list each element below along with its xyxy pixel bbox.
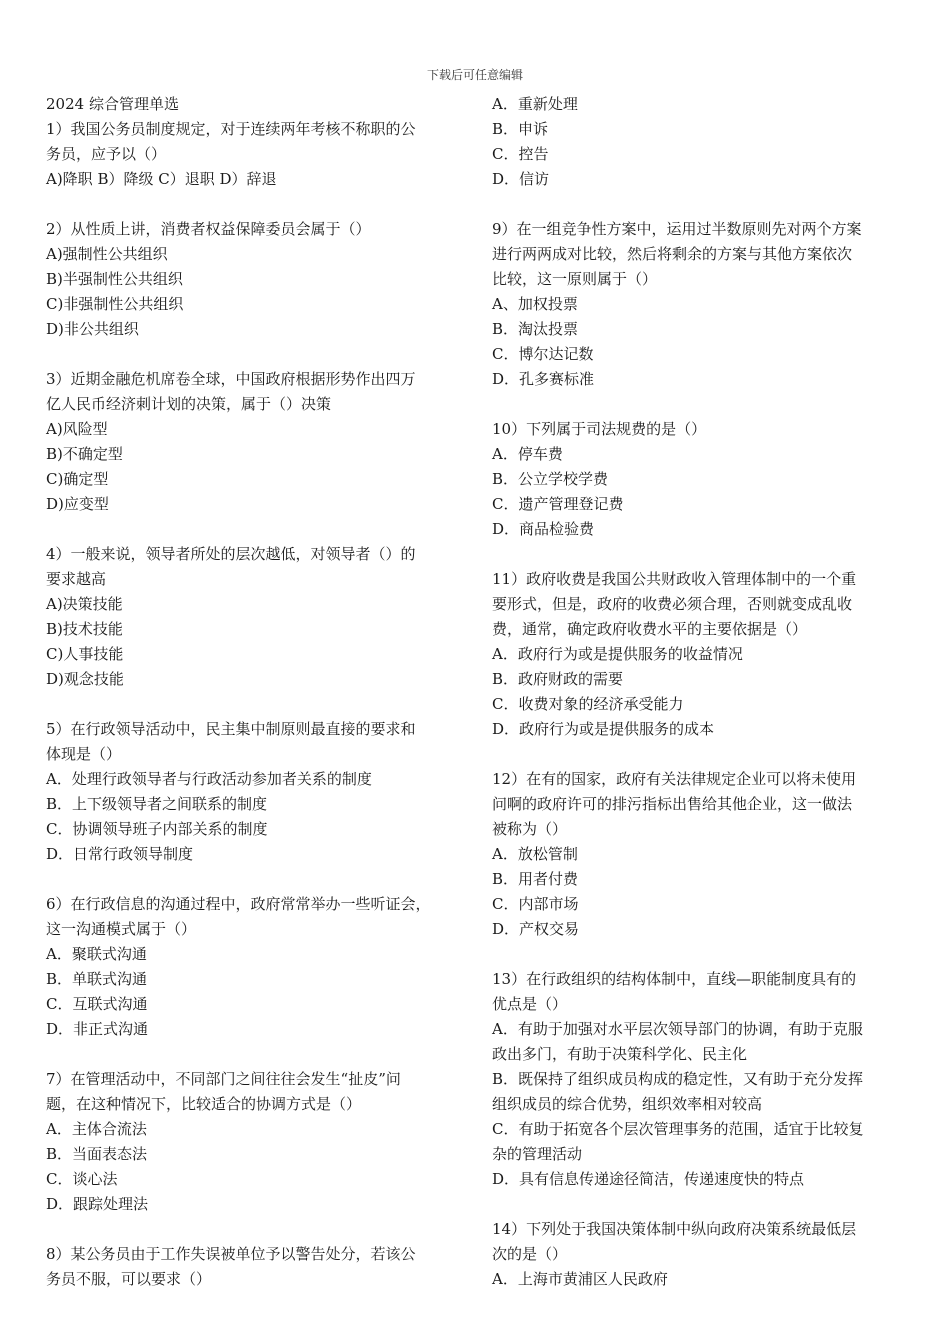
text-line: D．具有信息传递途径简洁，传递速度快的特点: [492, 1170, 805, 1188]
blank-line: [46, 342, 466, 367]
text-line: 7）在管理活动中，不同部门之间往往会发生“扯皮”问: [46, 1070, 401, 1088]
text-line: A．政府行为或是提供服务的收益情况: [492, 645, 743, 663]
page-header: 下载后可任意编辑: [426, 68, 523, 82]
text-line: 务员，应予以（）: [46, 145, 167, 163]
text-line: 8）某公务员由于工作失误被单位予以警告处分，若该公: [46, 1245, 416, 1263]
text-line: C．有助于拓宽各个层次管理事务的范围，适宜于比较复: [492, 1120, 864, 1138]
blank-line: [46, 517, 466, 542]
text-line: 被称为（）: [492, 820, 568, 838]
text-line: 组织成员的综合优势，组织效率相对较高: [492, 1095, 763, 1113]
text-line: 费，通常，确定政府收费水平的主要依据是（）: [492, 620, 808, 638]
text-line: C．谈心法: [46, 1170, 118, 1188]
text-line: D)观念技能: [46, 670, 124, 688]
text-line: B．既保持了组织成员构成的稳定性，又有助于充分发挥: [492, 1070, 864, 1088]
text-line: D．产权交易: [492, 920, 580, 938]
blank-line: [46, 1042, 466, 1067]
text-line: 体现是（）: [46, 745, 122, 763]
text-line: C)非强制性公共组织: [46, 295, 184, 313]
text-line: A、加权投票: [492, 295, 578, 313]
text-line: 比较，这一原则属于（）: [492, 270, 658, 288]
text-line: D．商品检验费: [492, 520, 595, 538]
text-line: A．放松管制: [492, 845, 578, 863]
text-line: A)强制性公共组织: [46, 245, 168, 263]
text-line: 优点是（）: [492, 995, 568, 1013]
text-line: A．聚联式沟通: [46, 945, 147, 963]
text-line: A．有助于加强对水平层次领导部门的协调，有助于克服: [492, 1020, 863, 1038]
text-line: C．遗产管理登记费: [492, 495, 624, 513]
text-line: A．主体合流法: [46, 1120, 147, 1138]
left-column: [46, 92, 466, 1292]
blank-line: [492, 742, 910, 767]
text-line: 9）在一组竞争性方案中，运用过半数原则先对两个方案: [492, 220, 862, 238]
text-line: B．淘汰投票: [492, 320, 579, 338]
text-line: D)应变型: [46, 495, 109, 513]
text-line: A．处理行政领导者与行政活动参加者关系的制度: [46, 770, 372, 788]
text-line: 杂的管理活动: [492, 1145, 583, 1163]
text-line: B)技术技能: [46, 620, 123, 638]
text-line: 这一沟通模式属于（）: [46, 920, 197, 938]
text-line: C．收费对象的经济承受能力: [492, 695, 684, 713]
right-column: [492, 92, 910, 1292]
text-line: 10）下列属于司法规费的是（）: [492, 420, 707, 438]
text-line: 问啊的政府许可的排污指标出售给其他企业，这一做法: [492, 795, 853, 813]
text-line: 11）政府收费是我国公共财政收入管理体制中的一个重: [492, 570, 857, 588]
text-line: C．内部市场: [492, 895, 579, 913]
text-line: 13）在行政组织的结构体制中，直线—职能制度具有的: [492, 970, 857, 988]
text-line: D．日常行政领导制度: [46, 845, 194, 863]
blank-line: [46, 692, 466, 717]
text-line: 要求越高: [46, 570, 107, 588]
blank-line: [46, 1217, 466, 1242]
text-line: B．申诉: [492, 120, 549, 138]
blank-line: [46, 192, 466, 217]
text-line: B．政府财政的需要: [492, 670, 624, 688]
text-line: B．上下级领导者之间联系的制度: [46, 795, 268, 813]
text-line: A．停车费: [492, 445, 563, 463]
text-line: 6）在行政信息的沟通过程中，政府常常举办一些听证会，: [46, 895, 431, 913]
text-line: C．控告: [492, 145, 549, 163]
text-line: D．跟踪处理法: [46, 1195, 149, 1213]
text-line: 务员不服，可以要求（）: [46, 1270, 212, 1288]
blank-line: [492, 1192, 910, 1217]
text-line: 2024 综合管理单选: [46, 95, 179, 113]
text-line: 1）我国公务员制度规定，对于连续两年考核不称职的公: [46, 120, 416, 138]
text-line: 要形式，但是，政府的收费必须合理，否则就变成乱收: [492, 595, 853, 613]
text-line: 亿人民币经济刺计划的决策，属于（）决策: [46, 395, 332, 413]
blank-line: [46, 867, 466, 892]
text-line: D．政府行为或是提供服务的成本: [492, 720, 715, 738]
text-line: 14）下列处于我国决策体制中纵向政府决策系统最低层: [492, 1220, 857, 1238]
text-line: 政出多门，有助于决策科学化、民主化: [492, 1045, 748, 1063]
text-line: 进行两两成对比较，然后将剩余的方案与其他方案依次: [492, 245, 853, 263]
text-line: D．信访: [492, 170, 550, 188]
text-line: C)人事技能: [46, 645, 124, 663]
text-line: A．上海市黄浦区人民政府: [492, 1270, 668, 1288]
text-line: C．博尔达记数: [492, 345, 594, 363]
text-line: A)风险型: [46, 420, 108, 438]
text-line: 5）在行政领导活动中，民主集中制原则最直接的要求和: [46, 720, 416, 738]
text-line: C．互联式沟通: [46, 995, 148, 1013]
text-line: 题，在这种情况下，比较适合的协调方式是（）: [46, 1095, 362, 1113]
text-line: B．公立学校学费: [492, 470, 609, 488]
text-line: 2）从性质上讲，消费者权益保障委员会属于（）: [46, 220, 371, 238]
text-line: 3）近期金融危机席卷全球，中国政府根据形势作出四万: [46, 370, 416, 388]
text-line: A)决策技能: [46, 595, 123, 613]
text-line: D．非正式沟通: [46, 1020, 149, 1038]
text-line: B)半强制性公共组织: [46, 270, 183, 288]
text-line: 4）一般来说，领导者所处的层次越低，对领导者（）的: [46, 545, 416, 563]
blank-line: [492, 392, 910, 417]
text-line: D)非公共组织: [46, 320, 139, 338]
text-line: C)确定型: [46, 470, 109, 488]
text-line: C．协调领导班子内部关系的制度: [46, 820, 268, 838]
text-line: B．当面表态法: [46, 1145, 148, 1163]
text-line: A)降职 B）降级 C）退职 D）辞退: [46, 170, 277, 188]
text-line: A．重新处理: [492, 95, 578, 113]
text-line: 次的是（）: [492, 1245, 568, 1263]
blank-line: [492, 942, 910, 967]
text-line: B．用者付费: [492, 870, 579, 888]
blank-line: [492, 192, 910, 217]
text-line: 12）在有的国家，政府有关法律规定企业可以将未使用: [492, 770, 857, 788]
blank-line: [492, 542, 910, 567]
text-line: B．单联式沟通: [46, 970, 148, 988]
text-line: B)不确定型: [46, 445, 123, 463]
text-line: D．孔多赛标准: [492, 370, 595, 388]
